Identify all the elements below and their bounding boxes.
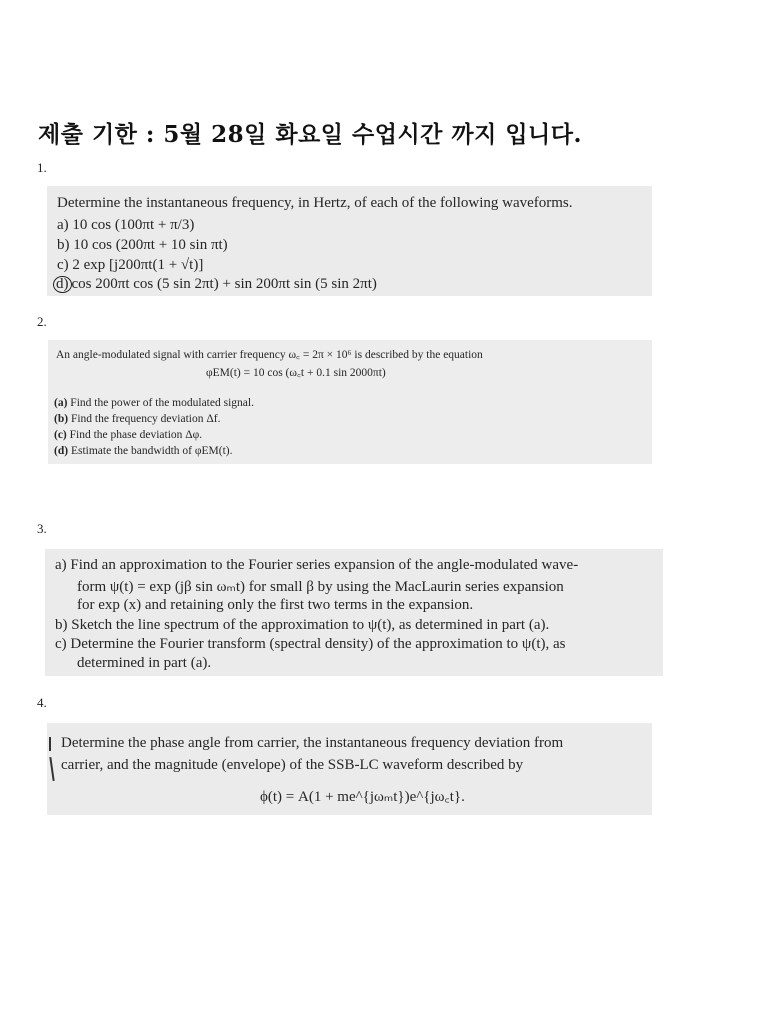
question-1-part-b: b) 10 cos (200πt + 10 sin πt) bbox=[57, 237, 228, 253]
question-1-part-a: a) 10 cos (100πt + π/3) bbox=[57, 217, 195, 233]
question-1-number: 1. bbox=[37, 160, 47, 175]
question-3-part-c-line-2: determined in part (a). bbox=[77, 655, 212, 671]
question-4-line-1: Determine the phase angle from carrier, the instantaneous frequency deviation from bbox=[61, 735, 564, 751]
question-3-part-a-line-1: a) Find an approximation to the Fourier series expansion of the angle-modulated wave- bbox=[55, 557, 579, 573]
question-2-scan bbox=[48, 340, 652, 464]
pen-mark bbox=[49, 737, 51, 751]
question-4-scan bbox=[47, 723, 652, 815]
question-1-part-d bbox=[53, 276, 377, 293]
question-1-prompt: Determine the instantaneous frequency, in Hertz, of each of the following waveforms. bbox=[57, 195, 573, 211]
question-3-number: 3. bbox=[37, 521, 47, 536]
question-2-part-a: (a) Find the power of the modulated signal. bbox=[54, 397, 254, 409]
question-2-equation: φEM(t) = 10 cos (ω꜀t + 0.1 sin 2000πt) bbox=[206, 367, 386, 379]
question-2-part-c: (c) Find the phase deviation Δφ. bbox=[54, 429, 203, 441]
question-3-part-b: b) Sketch the line spectrum of the approximation to ψ(t), as determined in part (a). bbox=[55, 617, 550, 633]
question-1-scan bbox=[47, 186, 652, 296]
question-1-part-d-text: cos 200πt cos (5 sin 2πt) + sin 200πt sin (5 sin 2πt) bbox=[71, 276, 377, 292]
question-3-scan bbox=[45, 549, 663, 676]
question-2-intro: An angle-modulated signal with carrier frequency ω꜀ = 2π × 10⁶ is described by the equation bbox=[56, 349, 483, 361]
submission-deadline: 제출 기한 : 5월 28일 화요일 수업시간 까지 입니다. bbox=[38, 121, 582, 148]
question-4-equation: ϕ(t) = A(1 + me^{jωₘt})e^{jω꜀t}. bbox=[260, 789, 465, 805]
question-3-part-c-line-1: c) Determine the Fourier transform (spectral density) of the approximation to ψ(t), as bbox=[55, 636, 566, 652]
question-4-line-2: carrier, and the magnitude (envelope) of the SSB-LC waveform described by bbox=[61, 757, 524, 773]
circled-label-d: d) bbox=[53, 276, 72, 293]
question-2-part-d: (d) Estimate the bandwidth of φEM(t). bbox=[54, 445, 233, 457]
question-3-part-a-line-3: for exp (x) and retaining only the first two terms in the expansion. bbox=[77, 597, 474, 613]
question-1-part-c: c) 2 exp [j200πt(1 + √t)] bbox=[57, 257, 204, 273]
question-2-part-b: (b) Find the frequency deviation Δf. bbox=[54, 413, 221, 425]
question-2-number: 2. bbox=[37, 314, 47, 329]
question-3-part-a-line-2: form ψ(t) = exp (jβ sin ωₘt) for small β by using the MacLaurin series expansion bbox=[77, 579, 564, 595]
question-4-number: 4. bbox=[37, 695, 47, 710]
pen-mark bbox=[49, 757, 54, 781]
